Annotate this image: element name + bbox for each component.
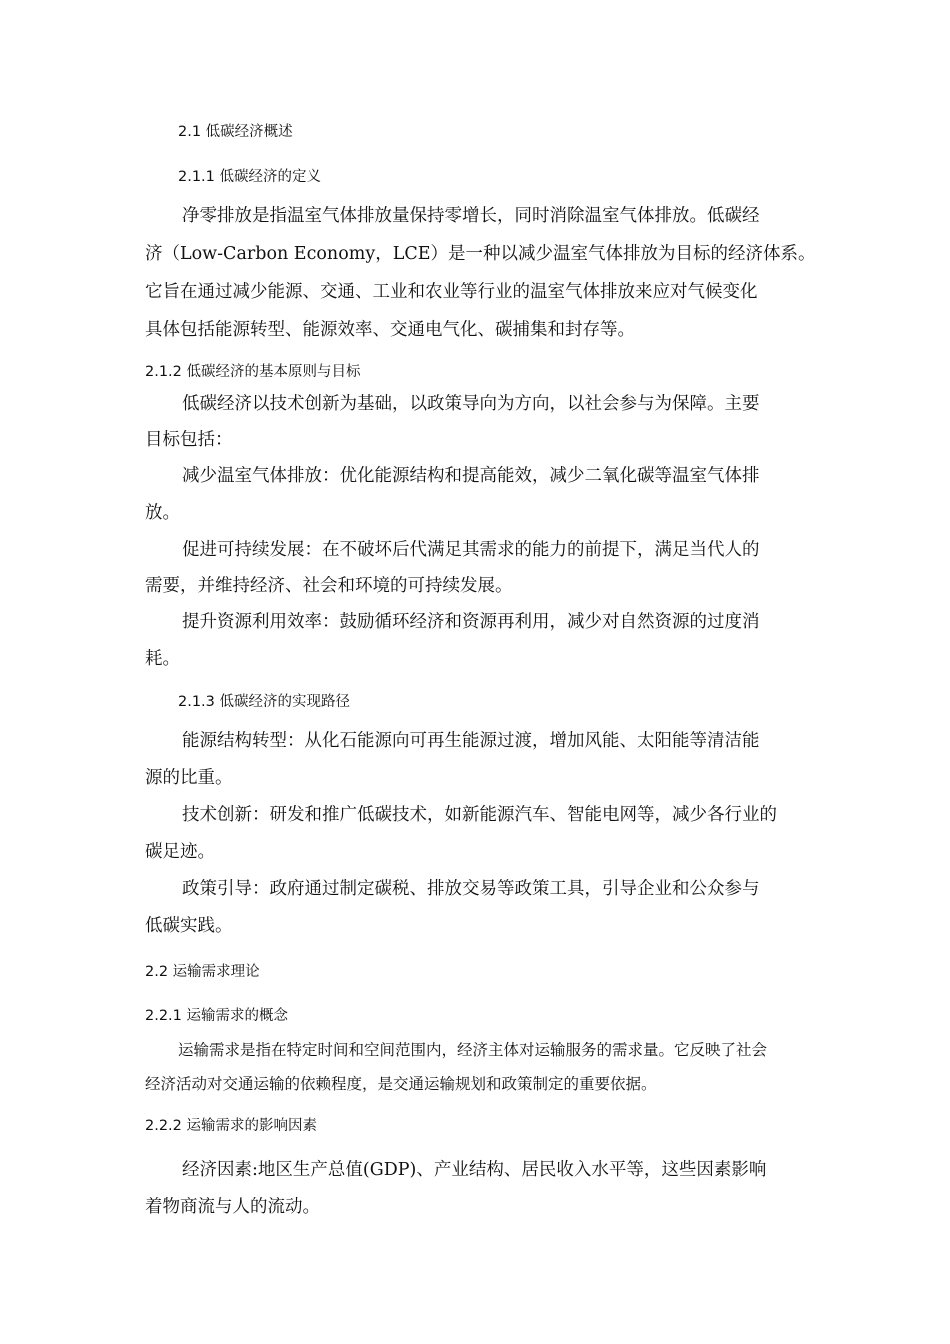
paragraph-line: 政策引导：政府通过制定碳税、排放交易等政策工具，引导企业和公众参与 bbox=[182, 879, 760, 899]
heading-2-1-2: 2.1.2 低碳经济的基本原则与目标 bbox=[145, 364, 361, 380]
paragraph-line: 具体包括能源转型、能源效率、交通电气化、碳捕集和封存等。 bbox=[145, 320, 635, 340]
paragraph-line: 碳足迹。 bbox=[145, 842, 215, 862]
paragraph-line: 低碳实践。 bbox=[145, 916, 233, 936]
paragraph-line: 促进可持续发展：在不破坏后代满足其需求的能力的前提下，满足当代人的 bbox=[182, 540, 760, 560]
paragraph-line: 济（Low-Carbon Economy，LCE）是一种以减少温室气体排放为目标的经济体系。 bbox=[145, 244, 816, 264]
paragraph-line: 它旨在通过减少能源、交通、工业和农业等行业的温室气体排放来应对气候变化 bbox=[145, 282, 758, 302]
paragraph-line: 低碳经济以技术创新为基础，以政策导向为方向，以社会参与为保障。主要 bbox=[182, 394, 760, 414]
heading-2-2-1: 2.2.1 运输需求的概念 bbox=[145, 1008, 289, 1024]
paragraph-line: 着物商流与人的流动。 bbox=[145, 1197, 320, 1217]
paragraph-line: 目标包括： bbox=[145, 430, 233, 450]
paragraph-line: 需要，并维持经济、社会和环境的可持续发展。 bbox=[145, 576, 513, 596]
paragraph-line: 能源结构转型：从化石能源向可再生能源过渡，增加风能、太阳能等清洁能 bbox=[182, 731, 760, 751]
heading-2-1-3: 2.1.3 低碳经济的实现路径 bbox=[178, 694, 351, 710]
paragraph-line: 提升资源利用效率：鼓励循环经济和资源再利用，减少对自然资源的过度消 bbox=[182, 612, 760, 632]
paragraph-line: 运输需求是指在特定时间和空间范围内，经济主体对运输服务的需求量。它反映了社会 bbox=[178, 1041, 768, 1059]
heading-2-1-1: 2.1.1 低碳经济的定义 bbox=[178, 169, 322, 185]
heading-2-2: 2.2 运输需求理论 bbox=[145, 964, 260, 980]
paragraph-line: 技术创新：研发和推广低碳技术，如新能源汽车、智能电网等，减少各行业的 bbox=[182, 805, 777, 825]
heading-2-1: 2.1 低碳经济概述 bbox=[178, 124, 293, 140]
paragraph-line: 经济活动对交通运输的依赖程度，是交通运输规划和政策制定的重要依据。 bbox=[145, 1075, 657, 1093]
paragraph-line: 净零排放是指温室气体排放量保持零增长，同时消除温室气体排放。低碳经 bbox=[182, 206, 760, 226]
paragraph-line: 放。 bbox=[145, 503, 180, 523]
paragraph-line: 源的比重。 bbox=[145, 768, 233, 788]
heading-2-2-2: 2.2.2 运输需求的影响因素 bbox=[145, 1118, 318, 1134]
paragraph-line: 耗。 bbox=[145, 649, 180, 669]
paragraph-line: 经济因素:地区生产总值(GDP)、产业结构、居民收入水平等，这些因素影响 bbox=[182, 1160, 767, 1180]
paragraph-line: 减少温室气体排放：优化能源结构和提高能效，减少二氧化碳等温室气体排 bbox=[182, 466, 760, 486]
